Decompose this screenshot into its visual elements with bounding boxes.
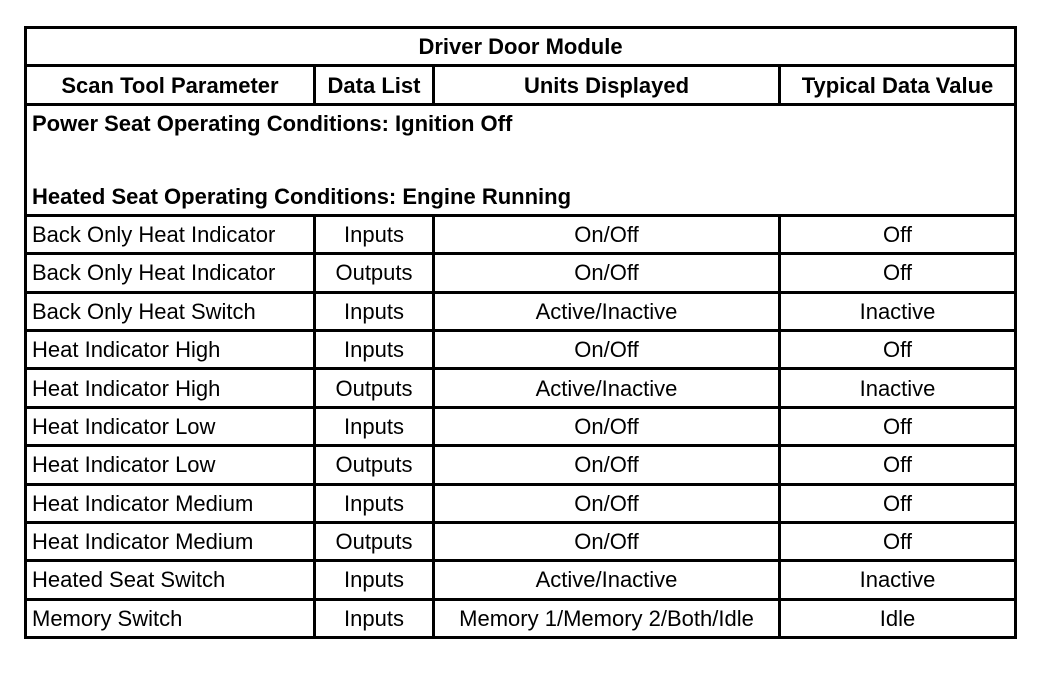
power-seat-conditions: Power Seat Operating Conditions: Ignition Off [32, 110, 513, 136]
units-cell: On/Off [434, 484, 780, 522]
column-header-data-list: Data List [315, 66, 434, 104]
units-cell: On/Off [434, 254, 780, 292]
units-cell: Active/Inactive [434, 292, 780, 330]
data-list-cell: Outputs [315, 254, 434, 292]
units-cell: Active/Inactive [434, 369, 780, 407]
table-row [26, 254, 1016, 292]
typical-value-cell: Idle [780, 599, 1016, 637]
column-header-typical-value: Typical Data Value [780, 66, 1016, 104]
parameter-cell: Back Only Heat Switch [26, 292, 315, 330]
column-header-row [26, 66, 1016, 104]
table-row [26, 599, 1016, 637]
table-title-row [26, 28, 1016, 66]
data-list-cell: Inputs [315, 292, 434, 330]
table-row [26, 407, 1016, 445]
parameter-cell: Heat Indicator High [26, 330, 315, 368]
operating-conditions-cell [26, 104, 1016, 215]
typical-value-cell: Inactive [780, 292, 1016, 330]
typical-value-cell: Inactive [780, 369, 1016, 407]
data-list-cell: Outputs [315, 522, 434, 560]
parameter-cell: Back Only Heat Indicator [26, 254, 315, 292]
typical-value-cell: Off [780, 407, 1016, 445]
typical-value-cell: Off [780, 522, 1016, 560]
typical-value-cell: Off [780, 446, 1016, 484]
column-header-parameter: Scan Tool Parameter [26, 66, 315, 104]
table-row [26, 292, 1016, 330]
data-list-cell: Outputs [315, 369, 434, 407]
typical-value-cell: Inactive [780, 561, 1016, 599]
table-row [26, 561, 1016, 599]
typical-value-cell: Off [780, 215, 1016, 253]
parameter-cell: Back Only Heat Indicator [26, 215, 315, 253]
units-cell: Active/Inactive [434, 561, 780, 599]
units-cell: On/Off [434, 446, 780, 484]
table-row [26, 369, 1016, 407]
column-header-units: Units Displayed [434, 66, 780, 104]
parameter-cell: Heat Indicator Low [26, 407, 315, 445]
units-cell: On/Off [434, 215, 780, 253]
parameter-cell: Heat Indicator High [26, 369, 315, 407]
data-list-cell: Inputs [315, 330, 434, 368]
data-list-cell: Inputs [315, 407, 434, 445]
parameter-cell: Memory Switch [26, 599, 315, 637]
data-list-cell: Inputs [315, 561, 434, 599]
data-rows [26, 215, 1016, 637]
operating-conditions-row [26, 104, 1016, 215]
data-list-cell: Inputs [315, 215, 434, 253]
parameter-cell: Heat Indicator Low [26, 446, 315, 484]
data-list-cell: Outputs [315, 446, 434, 484]
heated-seat-conditions: Heated Seat Operating Conditions: Engine Running [32, 183, 572, 209]
table-row [26, 330, 1016, 368]
table-row [26, 215, 1016, 253]
typical-value-cell: Off [780, 330, 1016, 368]
table-title: Driver Door Module [26, 28, 1016, 66]
data-list-cell: Inputs [315, 599, 434, 637]
table-row [26, 522, 1016, 560]
parameter-cell: Heat Indicator Medium [26, 522, 315, 560]
units-cell: On/Off [434, 330, 780, 368]
units-cell: Memory 1/Memory 2/Both/Idle [434, 599, 780, 637]
conditions-spacer [32, 141, 1009, 179]
units-cell: On/Off [434, 407, 780, 445]
parameter-cell: Heated Seat Switch [26, 561, 315, 599]
typical-value-cell: Off [780, 254, 1016, 292]
driver-door-module-table [24, 26, 1017, 639]
parameter-cell: Heat Indicator Medium [26, 484, 315, 522]
units-cell: On/Off [434, 522, 780, 560]
table-row [26, 446, 1016, 484]
data-list-cell: Inputs [315, 484, 434, 522]
typical-value-cell: Off [780, 484, 1016, 522]
table-row [26, 484, 1016, 522]
